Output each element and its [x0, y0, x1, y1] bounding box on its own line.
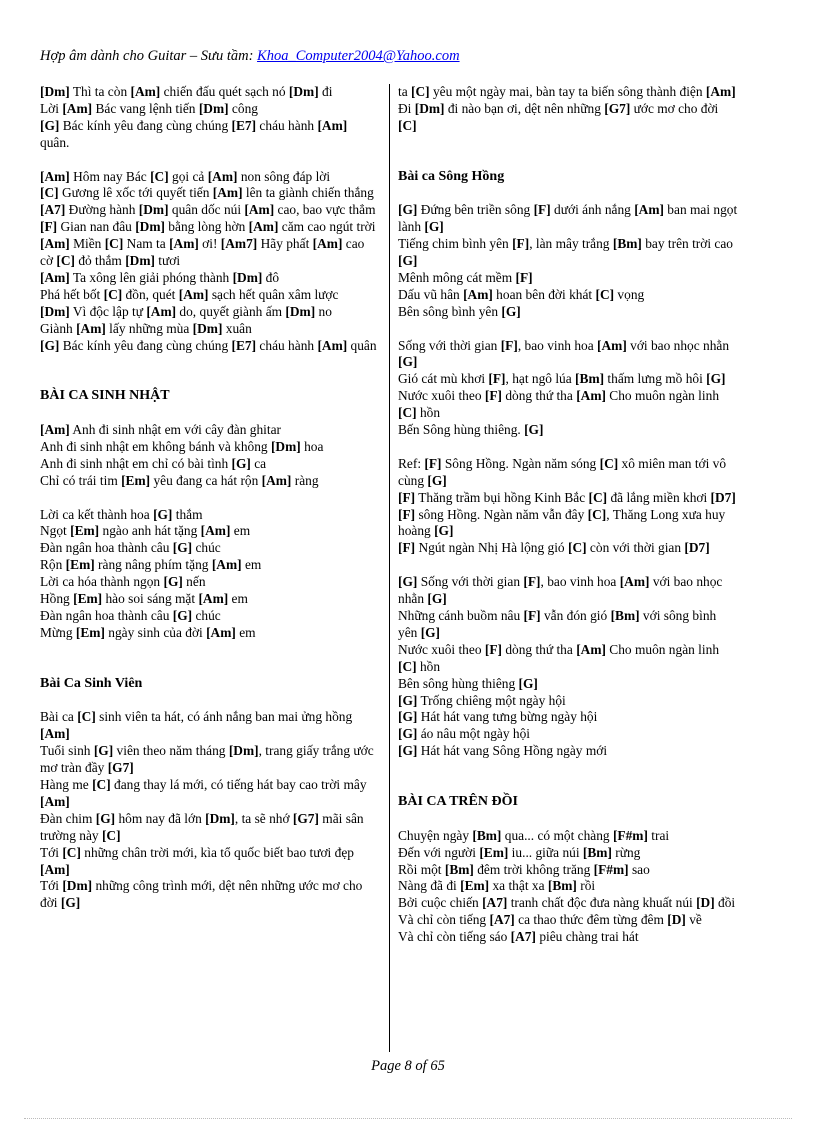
lyric-line: Lời ca hóa thành ngọn [G] nến: [40, 574, 206, 590]
chord-label: [Dm]: [285, 303, 316, 319]
right-column: [398, 84, 738, 946]
page-footer: [0, 1058, 816, 1075]
lyric-line: [Am] Hôm nay Bác [C] gọi cả [Am] non sông đáp lời: [40, 168, 331, 184]
lyric-line: Anh đi sinh nhật em chỉ có bài tình [G] ca: [40, 455, 267, 471]
chord-label: [G]: [60, 895, 81, 911]
chord-label: [Bm]: [610, 608, 640, 623]
blank-line: [398, 321, 738, 338]
chord-label: [Am]: [705, 84, 736, 99]
chord-label: [D]: [696, 895, 715, 911]
chord-label: [Am]: [212, 185, 243, 201]
blank-line: [398, 152, 738, 169]
chord-label: [F]: [398, 489, 416, 505]
lyric-line: [F] Gian nan đâu [Dm] bằng lòng hờn [Am] căm cao ngút trời: [40, 219, 376, 235]
page-header: [40, 48, 460, 65]
blank-line: [398, 760, 738, 777]
chord-label: [Dm]: [62, 878, 93, 894]
lyric-line: Mênh mông cát mềm [F]: [398, 269, 533, 285]
blank-line: [40, 490, 378, 507]
blank-line: [398, 557, 738, 574]
chord-label: [C]: [101, 827, 121, 843]
lyric-line: [G] áo nâu một ngày hội: [398, 726, 531, 742]
lyric-line: [G] Hát hát vang Sông Hồng ngày mới: [398, 743, 608, 759]
left-column: [40, 84, 378, 912]
lyric-line: Lời [Am] Bác vang lệnh tiến [Dm] công: [40, 100, 258, 116]
chord-label: [C]: [398, 117, 417, 133]
blank-line: [40, 371, 378, 388]
lyric-line: Ref: [F] Sông Hồng. Ngàn năm sóng [C] xô miên man tới vô cùng [G]: [398, 455, 727, 488]
chord-label: [C]: [56, 253, 75, 269]
chord-label: [Em]: [73, 591, 103, 607]
chord-label: [F]: [500, 337, 518, 353]
chord-label: [Am]: [261, 472, 292, 488]
chord-label: [Am]: [206, 624, 236, 640]
chord-label: [Am]: [619, 574, 650, 590]
lyric-line: Đàn ngân hoa thành câu [G] chúc: [40, 608, 221, 624]
chord-label: [Am]: [40, 236, 70, 252]
chord-label: [Dm]: [414, 100, 445, 116]
chord-label: [G]: [427, 472, 447, 488]
chord-label: [Am]: [40, 168, 70, 184]
lyric-line: Bài ca [C] sinh viên ta hát, có ánh nắng ban mai ửng hồng [Am]: [40, 709, 353, 742]
lyric-line: [Am] Ta xông lên giải phóng thành [Dm] đô: [40, 269, 280, 285]
chord-label: [C]: [411, 84, 430, 99]
lyric-line: [Am] Anh đi sinh nhật em với cây đàn ghitar: [40, 422, 281, 438]
chord-label: [C]: [150, 168, 169, 184]
chord-label: [C]: [599, 455, 619, 471]
chord-label: [Dm]: [198, 100, 229, 116]
song-title: BÀI CA TRÊN ĐỒI: [398, 793, 518, 809]
lyric-line: Tiếng chim bình yên [F], làn mây trắng [Bm] bay trên trời cao [G]: [398, 236, 733, 269]
chord-label: [Em]: [65, 557, 95, 573]
chord-label: [Am]: [597, 337, 627, 353]
chord-label: [Em]: [479, 844, 509, 860]
lyric-line: [G] Trống chiêng một ngày hội: [398, 692, 566, 708]
chord-label: [F]: [424, 455, 442, 471]
chord-label: [F]: [484, 388, 502, 404]
chord-label: [F]: [523, 608, 541, 623]
chord-label: [Dm]: [125, 253, 155, 269]
lyric-line: [G] Đứng bên triền sông [F] dưới ánh nắng [Am] ban mai ngọt lành [G]: [398, 202, 738, 235]
lyric-line: Sống với thời gian [F], bao vinh hoa [Am] với bao nhọc nhằn [G]: [398, 337, 730, 370]
chord-label: [Em]: [70, 523, 100, 539]
blank-line: [40, 693, 378, 710]
chord-label: [C]: [104, 236, 124, 252]
chord-label: [Am]: [317, 117, 348, 133]
chord-label: [Am]: [130, 84, 161, 99]
chord-label: [Dm]: [232, 269, 263, 285]
lyric-line: Gió cát mù khơi [F], hạt ngô lúa [Bm] thấm lưng mồ hôi [G]: [398, 371, 726, 387]
chord-label: [G]: [172, 608, 193, 624]
chord-label: [G]: [172, 540, 193, 556]
lyric-line: Nàng đã đi [Em] xa thật xa [Bm] rồi: [398, 878, 596, 894]
chord-label: [G]: [398, 253, 418, 269]
lyric-line: Bên sông bình yên [G]: [398, 303, 521, 319]
chord-label: [G]: [398, 726, 418, 742]
chord-label: [G]: [398, 354, 418, 370]
lyric-line: [G] Sống với thời gian [F], bao vinh hoa [Am] với bao nhọc nhằn [G]: [398, 574, 723, 607]
lyric-line: Rộn [Em] ràng nâng phím tặng [Am] em: [40, 557, 262, 573]
chord-label: [Am]: [76, 320, 106, 336]
chord-label: [D]: [667, 912, 686, 928]
chord-label: [G]: [153, 506, 173, 522]
lyric-line: [F] sông Hồng. Ngàn năm vẫn đây [C], Thăng Long xưa huy hoàng [G]: [398, 506, 726, 539]
blank-line: [40, 642, 378, 659]
chord-label: [F]: [533, 202, 551, 218]
chord-label: [F]: [488, 371, 506, 387]
chord-label: [Dm]: [40, 303, 70, 319]
blank-line: [40, 152, 378, 169]
chord-label: [Am]: [62, 100, 93, 116]
blank-line: [398, 135, 738, 152]
chord-label: [Am]: [207, 168, 238, 184]
chord-label: [F]: [398, 506, 416, 522]
chord-label: [F]: [523, 574, 541, 590]
lyric-line: Tuổi sinh [G] viên theo năm tháng [Dm], trang giấy trắng ước mơ tràn đầy [G7]: [40, 743, 374, 776]
chord-label: [E7]: [231, 117, 257, 133]
chord-label: [Am]: [198, 591, 229, 607]
chord-label: [G]: [163, 574, 183, 590]
chord-label: [Am]: [634, 202, 664, 218]
chord-label: [Am]: [40, 422, 70, 438]
page-number: Page 8 of 65: [371, 1058, 445, 1074]
chord-label: [Am]: [169, 236, 199, 252]
lyric-line: Ngọt [Em] ngào anh hát tặng [Am] em: [40, 523, 251, 539]
chord-label: [G]: [434, 523, 454, 539]
author-email-link[interactable]: Khoa_Computer2004@Yahoo.com: [257, 48, 460, 64]
lyric-line: Bên sông hùng thiêng [G]: [398, 675, 538, 691]
chord-label: [G]: [93, 743, 114, 759]
chord-label: [Am]: [200, 523, 231, 539]
chord-label: [G]: [40, 337, 60, 353]
chord-label: [F]: [512, 236, 530, 252]
lyric-line: [Dm] Vì độc lập tự [Am] do, quyết giành ấm [Dm] no: [40, 303, 332, 319]
chord-label: [A7]: [40, 202, 66, 218]
chord-label: [C]: [587, 506, 607, 522]
chord-label: [G]: [518, 675, 538, 691]
chord-label: [Dm]: [205, 810, 235, 826]
chord-label: [Em]: [75, 624, 105, 640]
chord-label: [Am]: [211, 557, 242, 573]
lyric-line: [A7] Đường hành [Dm] quân dốc núi [Am] cao, bao vực thẳm: [40, 202, 376, 218]
chord-label: [Dm]: [288, 84, 319, 99]
lyric-line: [G] Hát hát vang tưng bừng ngày hội: [398, 709, 598, 725]
chord-label: [C]: [398, 658, 417, 674]
chord-label: [G]: [427, 591, 447, 607]
chord-label: [C]: [567, 540, 587, 556]
lyric-line: Những cánh buồm nâu [F] vẫn đón gió [Bm] với sông bình yên [G]: [398, 608, 717, 640]
chord-label: [F]: [398, 540, 416, 556]
blank-line: [398, 439, 738, 456]
lyric-line: Đi [Dm] đi nào bạn ơi, dệt nên những [G7] ước mơ cho đời [C]: [398, 100, 719, 133]
chord-label: [G]: [398, 202, 418, 218]
chord-label: [G]: [398, 574, 418, 590]
chord-label: [A7]: [482, 895, 508, 911]
lyric-line: [F] Thăng trầm bụi hồng Kinh Bắc [C] đã lắng miền khơi [D7]: [398, 489, 736, 505]
lyric-line: Chuyện ngày [Bm] qua... có một chàng [F#m] trai: [398, 827, 670, 843]
blank-line: [40, 405, 378, 422]
chord-label: [F#m]: [593, 861, 629, 877]
chord-label: [Am]: [463, 286, 493, 302]
lyric-line: Chỉ có trái tim [Em] yêu đang ca hát rộn [Am] ràng: [40, 472, 319, 488]
chord-label: [C]: [588, 489, 608, 505]
lyric-line: Đến với người [Em] iu... giữa núi [Bm] rừng: [398, 844, 641, 860]
lyric-line: Dấu vũ hân [Am] hoan bên đời khát [C] vọng: [398, 286, 645, 302]
chord-label: [G]: [40, 117, 60, 133]
chord-label: [Bm]: [612, 236, 642, 252]
footer-rule: [24, 1118, 792, 1119]
lyric-line: [C] Gương lê xốc tới quyết tiến [Am] lên ta giành chiến thắng: [40, 185, 374, 201]
lyric-line: Và chỉ còn tiếng sáo [A7] piêu chàng trai hát: [398, 929, 639, 945]
chord-label: [Dm]: [270, 438, 301, 454]
chord-label: [Dm]: [135, 219, 165, 235]
header-prefix: Hợp âm dành cho Guitar – Sưu tầm:: [40, 48, 258, 64]
chord-label: [F]: [40, 219, 58, 235]
chord-label: [Am]: [576, 388, 606, 404]
lyric-line: [G] Bác kính yêu đang cùng chúng [E7] cháu hành [Am] quân.: [40, 117, 348, 150]
chord-label: [G]: [95, 810, 116, 826]
blank-line: [398, 185, 738, 202]
chord-label: [Am]: [40, 269, 70, 285]
chord-label: [Em]: [460, 878, 490, 894]
chord-label: [Dm]: [138, 202, 169, 218]
chord-label: [Am]: [244, 202, 275, 218]
lyric-line: Lời ca kết thành hoa [G] thắm: [40, 506, 203, 522]
chord-label: [C]: [40, 185, 59, 201]
chord-label: [C]: [62, 844, 81, 860]
chord-label: [D7]: [710, 489, 736, 505]
lyric-line: Nước xuôi theo [F] dòng thứ tha [Am] Cho muôn ngàn linh [C] hồn: [398, 641, 720, 674]
lyric-line: Bởi cuộc chiến [A7] tranh chất độc đưa nàng khuất núi [D] đồi: [398, 895, 736, 911]
lyric-line: Phá hết bốt [C] đồn, quét [Am] sạch hết quân xâm lược: [40, 286, 339, 302]
lyric-line: Tới [Dm] những công trình mới, dệt nên những ước mơ cho đời [G]: [40, 878, 363, 911]
song-title: Bài Ca Sinh Viên: [40, 675, 143, 691]
chord-label: [Am]: [312, 236, 343, 252]
lyric-line: Đàn chim [G] hôm nay đã lớn [Dm], ta sẽ nhớ [G7] mãi sân trường này [C]: [40, 810, 364, 843]
lyric-line: Hồng [Em] hào soi sáng mặt [Am] em: [40, 591, 248, 607]
chord-label: [Dm]: [192, 320, 223, 336]
chord-label: [C]: [398, 405, 417, 421]
chord-label: [Am]: [146, 303, 177, 319]
lyric-line: Anh đi sinh nhật em không bánh và không [Dm] hoa: [40, 438, 324, 454]
chord-label: [G7]: [107, 760, 134, 776]
lyric-line: Hàng me [C] đang thay lá mới, có tiếng hát bay cao trời mây [Am]: [40, 777, 367, 809]
chord-label: [Am]: [248, 219, 279, 235]
blank-line: [398, 777, 738, 794]
chord-label: [G]: [424, 219, 444, 235]
chord-label: [Dm]: [40, 84, 70, 99]
chord-label: [Am]: [576, 641, 606, 657]
blank-line: [398, 811, 738, 828]
chord-label: [Am]: [40, 861, 70, 877]
lyric-line: Và chỉ còn tiếng [A7] ca thao thức đêm từng đêm [D] về: [398, 912, 702, 928]
chord-label: [Am]: [40, 726, 70, 742]
column-divider: [389, 84, 390, 1052]
lyric-line: [Am] Miền [C] Nam ta [Am] ơi! [Am7] Hãy phất [Am] cao cờ [C] đỏ thắm [Dm] tươi: [40, 236, 365, 269]
chord-label: [Dm]: [228, 743, 259, 759]
chord-label: [Bm]: [547, 878, 577, 894]
chord-label: [G]: [398, 743, 418, 759]
blank-line: [40, 354, 378, 371]
lyric-line: Rồi một [Bm] đêm trời không trăng [F#m] sao: [398, 861, 650, 877]
lyric-line: Mừng [Em] ngày sinh của đời [Am] em: [40, 624, 256, 640]
chord-label: [Bm]: [582, 844, 612, 860]
chord-label: [Am]: [178, 286, 209, 302]
chord-label: [A7]: [510, 929, 536, 945]
chord-label: [C]: [92, 777, 111, 793]
chord-label: [Em]: [121, 472, 151, 488]
lyric-line: [G] Bác kính yêu đang cùng chúng [E7] cháu hành [Am] quân: [40, 337, 377, 353]
chord-label: [G]: [501, 303, 521, 319]
chord-label: [Am7]: [220, 236, 258, 252]
song-title: BÀI CA SINH NHẬT: [40, 388, 170, 404]
chord-label: [C]: [103, 286, 123, 302]
lyric-line: Tới [C] những chân trời mới, kìa tổ quốc biết bao tươi đẹp [Am]: [40, 844, 354, 877]
chord-label: [C]: [77, 709, 96, 725]
chord-label: [Am]: [40, 793, 70, 809]
lyric-line: Đàn ngân hoa thành câu [G] chúc: [40, 540, 221, 556]
chord-label: [G]: [231, 455, 251, 471]
chord-label: [F#m]: [612, 827, 648, 843]
lyric-line: [F] Ngút ngàn Nhị Hà lộng gió [C] còn với thời gian [D7]: [398, 540, 710, 556]
chord-label: [D7]: [684, 540, 710, 556]
lyric-line: [Dm] Thì ta còn [Am] chiến đấu quét sạch nó [Dm] đi: [40, 84, 333, 99]
chord-label: [E7]: [231, 337, 257, 353]
lyric-line: Nước xuôi theo [F] dòng thứ tha [Am] Cho muôn ngàn linh [C] hồn: [398, 388, 720, 421]
chord-label: [G]: [398, 692, 418, 708]
chord-label: [Bm]: [575, 371, 605, 387]
chord-label: [G]: [706, 371, 726, 387]
chord-label: [F]: [484, 641, 502, 657]
chord-label: [G7]: [604, 100, 631, 116]
song-title: Bài ca Sông Hồng: [398, 168, 505, 184]
chord-label: [C]: [595, 286, 615, 302]
lyric-line: ta [C] yêu một ngày mai, bàn tay ta biến sông thành điện [Am]: [398, 84, 736, 99]
blank-line: [40, 659, 378, 676]
chord-label: [G7]: [292, 810, 319, 826]
chord-label: [G]: [524, 422, 544, 438]
lyric-line: Bến Sông hùng thiêng. [G]: [398, 422, 544, 438]
chord-label: [G]: [398, 709, 418, 725]
chord-label: [F]: [515, 269, 533, 285]
chord-label: [Am]: [317, 337, 348, 353]
chord-label: [Bm]: [472, 827, 502, 843]
chord-label: [Bm]: [444, 861, 474, 877]
lyric-line: Giành [Am] lấy những mùa [Dm] xuân: [40, 320, 252, 336]
chord-label: [A7]: [489, 912, 515, 928]
chord-label: [G]: [420, 624, 441, 640]
